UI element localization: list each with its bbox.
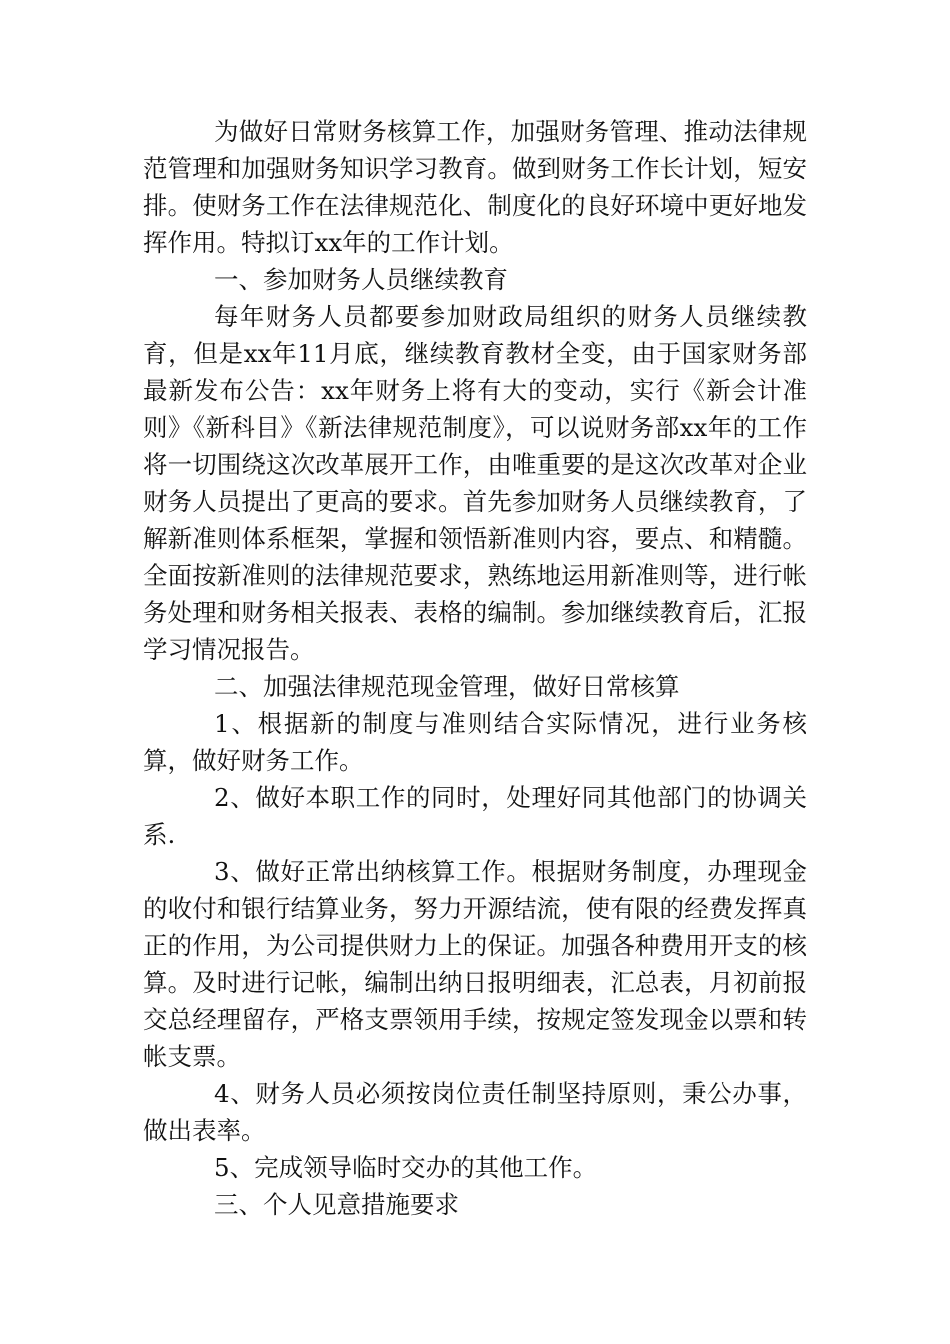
list-item-4: 4、财务人员必须按岗位责任制坚持原则，秉公办事，做出表率。 — [143, 1079, 807, 1145]
section-heading-3: 三、个人见意措施要求 — [214, 1190, 460, 1219]
section-heading-2: 二、加强法律规范现金管理，做好日常核算 — [214, 672, 680, 701]
list-item-3: 3、做好正常出纳核算工作。根据财务制度，办理现金的收付和银行结算业务，努力开源结流，使有限的经费发挥真正的作用，为公司提供财力上的保证。加强各种费用开支的核算。及时进行记帐，编制出纳日报明细表，汇总表，月初前报交总经理留存，严格支票领用手续，按规定签发现金以票和转帐支票。 — [143, 857, 807, 1071]
paragraph-continuing-education: 每年财务人员都要参加财政局组织的财务人员继续教育，但是xx年11月底，继续教育教材全变，由于国家财务部最新发布公告：xx年财务上将有大的变动，实行《新会计准则》《新科目》《新法律规范制度》，可以说财务部xx年的工作将一切围绕这次改革展开工作，由唯重要的是这次改革对企业财务人员提出了更高的要求。首先参加财务人员继续教育，了解新准则体系框架，掌握和领悟新准则内容，要点、和精髓。全面按新准则的法律规范要求，熟练地运用新准则等，进行帐务处理和财务相关报表、表格的编制。参加继续教育后，汇报学习情况报告。 — [143, 302, 807, 664]
document-body — [143, 113, 807, 1223]
paragraph-intro: 为做好日常财务核算工作，加强财务管理、推动法律规范管理和加强财务知识学习教育。做到财务工作长计划，短安排。使财务工作在法律规范化、制度化的良好环境中更好地发挥作用。特拟订xx年的工作计划。 — [143, 117, 807, 257]
section-heading-1: 一、参加财务人员继续教育 — [214, 265, 509, 294]
list-item-1: 1、根据新的制度与准则结合实际情况，进行业务核算，做好财务工作。 — [143, 709, 807, 775]
list-item-2: 2、做好本职工作的同时，处理好同其他部门的协调关系. — [143, 783, 807, 849]
list-item-5: 5、完成领导临时交办的其他工作。 — [214, 1153, 598, 1182]
